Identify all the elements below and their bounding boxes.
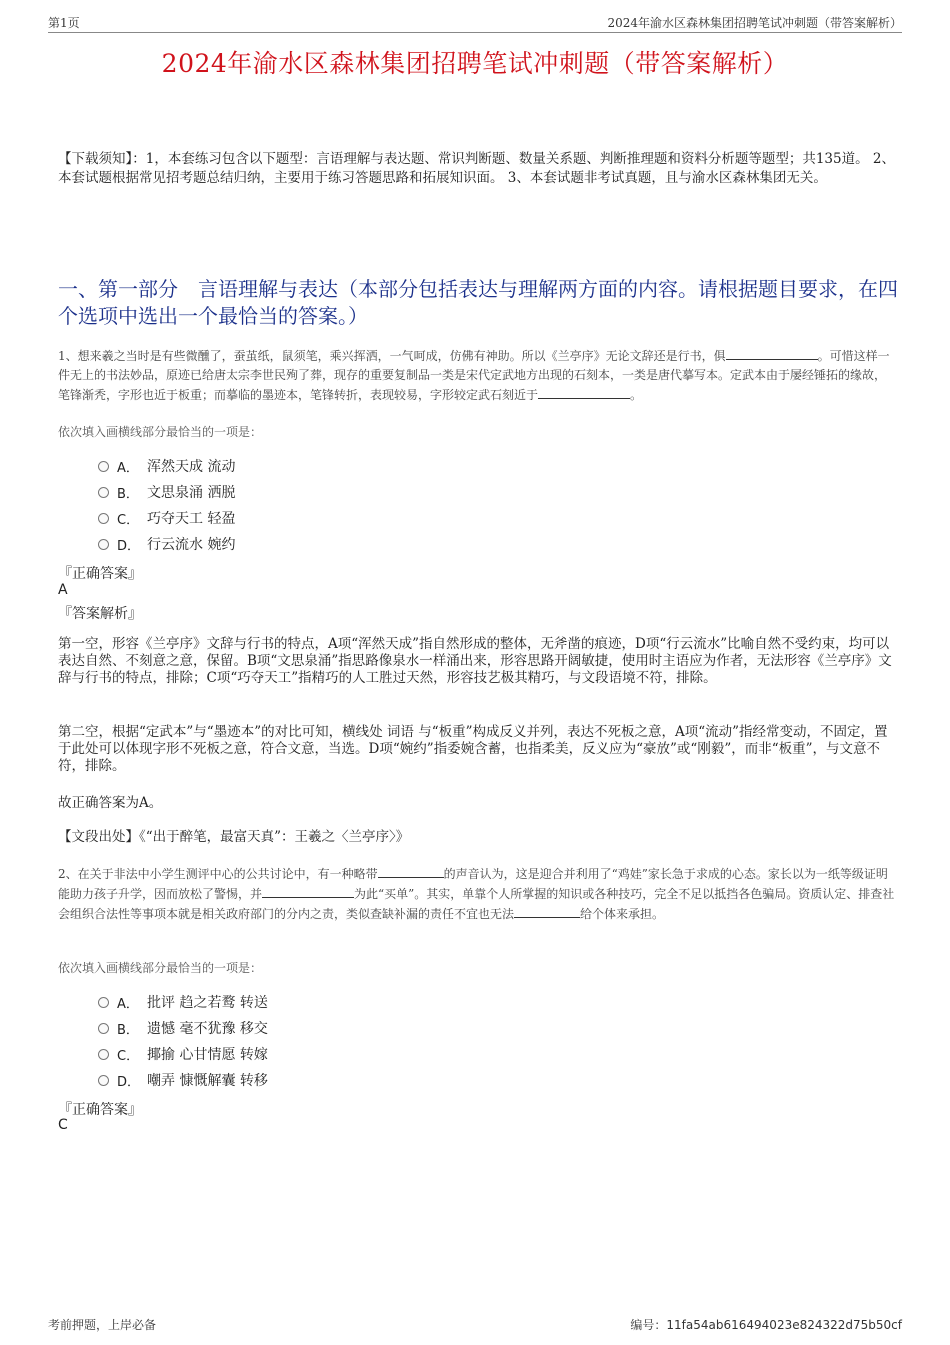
answer-blank xyxy=(514,904,580,918)
code-label: 编号： xyxy=(630,1318,667,1332)
question-1-options xyxy=(98,453,235,557)
question-2-prompt: 依次填入画横线部分最恰当的一项是： xyxy=(58,961,263,975)
section-heading: 一、第一部分 言语理解与表达（本部分包括表达与理解两方面的内容。请根据题目要求，在四个选项中选出一个最恰当的答案。） xyxy=(58,277,898,328)
option-b[interactable]: B． 文思泉涌 洒脱 xyxy=(98,479,235,505)
download-notice: 【下载须知】：1，本套练习包含以下题型：言语理解与表达题、常识判断题、数量关系题、判断推理题和资料分析题等题型；共135道。 2、本套试题根据常见招考题总结归纳，主要用于练习答题思路和拓展知识面。 3、本套试题非考试真题，且与渝水区森林集团无关。 xyxy=(58,151,895,186)
option-a[interactable]: A． 批评 趋之若鹜 转送 xyxy=(98,989,268,1015)
footer-slogan: 考前押题，上岸必备 xyxy=(48,1318,157,1332)
footer-code xyxy=(630,1316,902,1333)
analysis-conclusion: 故正确答案为A。 xyxy=(58,795,163,811)
option-b[interactable]: B． 遗憾 毫不犹豫 移交 xyxy=(98,1015,268,1041)
radio-icon[interactable] xyxy=(98,487,109,498)
running-title: 2024年渝水区森林集团招聘笔试冲刺题（带答案解析） xyxy=(607,16,902,30)
document-title: 2024年渝水区森林集团招聘笔试冲刺题（带答案解析） xyxy=(161,49,789,78)
document-code: 11fa54ab616494023e824322d75b50cf xyxy=(666,1318,902,1332)
question-2-options xyxy=(98,989,268,1093)
question-1-stem: 1、想来羲之当时是有些微醺了，蚕茧纸，鼠须笔，乘兴挥洒，一气呵成，仿佛有神助。所以《兰亭序》无论文辞还是行书，俱 。可惜这样一件无上的书法妙品，原迹已给唐太宗李世民殉了葬，现存的重要复制品一类是宋代定武地方出现的石刻本，一类是唐代摹写本。定武本由于屡经锤拓的缘故，笔锋渐秃，字形也近于板重；而摹临的墨迹本，笔锋转折，表现较易，字形较定武石刻近于 。 xyxy=(58,346,896,405)
analysis-paragraph: 第一空，形容《兰亭序》文辞与行书的特点，A项“浑然天成”指自然形成的整体，无斧凿的痕迹，D项“行云流水”比喻自然不受约束，均可以表达自然、不刻意之意，保留。B项“文思泉涌”指思路像泉水一样涌出来，形容思路开阔敏捷，使用时主语应为作者，无法形容《兰亭序》文辞与行书的特点，排除；C项“巧夺天工”指精巧的人工胜过天然，形容技艺极其精巧，与文段语境不符，排除。 xyxy=(58,636,892,686)
radio-icon[interactable] xyxy=(98,539,109,550)
analysis-label: 『答案解析』 xyxy=(58,606,142,622)
answer-blank xyxy=(726,346,818,360)
radio-icon[interactable] xyxy=(98,1075,109,1086)
radio-icon[interactable] xyxy=(98,513,109,524)
correct-answer-value: A xyxy=(58,582,68,598)
answer-blank xyxy=(538,385,630,399)
option-a[interactable]: A． 浑然天成 流动 xyxy=(98,453,235,479)
option-d[interactable]: D． 行云流水 婉约 xyxy=(98,531,235,557)
correct-answer-value: C xyxy=(58,1117,68,1133)
answer-blank xyxy=(378,864,444,878)
radio-icon[interactable] xyxy=(98,461,109,472)
analysis-paragraph: 第二空，根据“定武本”与“墨迹本”的对比可知，横线处 词语 与“板重”构成反义并列，表达不死板之意，A项“流动”指经常变动，不固定，置于此处可以体现字形不死板之意，符合文意，当选。D项“婉约”指委婉含蓄，也指柔美，反义应为“豪放”或“刚毅”，而非“板重”，与文意不符，排除。 xyxy=(58,724,888,774)
question-1-prompt: 依次填入画横线部分最恰当的一项是： xyxy=(58,425,263,439)
question-2-stem: 2、在关于非法中小学生测评中心的公共讨论中，有一种略带 的声音认为，这是迎合并利用了“鸡娃”家长急于求成的心态。家长以为一纸等级证明能助力孩子升学，因而放松了警惕，并 为此“买单”。其实，单靠个人所掌握的知识或各种技巧，完全不足以抵挡各色骗局。资质认定、排查社会组织合法性等事项本就是相关政府部门的分内之责，类似查缺补漏的责任不宜也无法 给个体来承担。 xyxy=(58,864,896,924)
radio-icon[interactable] xyxy=(98,1049,109,1060)
source-citation: 【文段出处】《“出于醉笔，最富天真”：王羲之〈兰亭序〉》 xyxy=(58,829,410,845)
option-d[interactable]: D． 嘲弄 慷慨解囊 转移 xyxy=(98,1067,268,1093)
option-c[interactable]: C． 揶揄 心甘情愿 转嫁 xyxy=(98,1041,268,1067)
radio-icon[interactable] xyxy=(98,1023,109,1034)
correct-answer-label: 『正确答案』 xyxy=(58,566,142,582)
answer-blank xyxy=(262,884,354,898)
option-c[interactable]: C． 巧夺天工 轻盈 xyxy=(98,505,235,531)
page-number: 第1页 xyxy=(48,16,80,30)
correct-answer-label: 『正确答案』 xyxy=(58,1102,142,1118)
page-header xyxy=(48,14,902,33)
radio-icon[interactable] xyxy=(98,997,109,1008)
